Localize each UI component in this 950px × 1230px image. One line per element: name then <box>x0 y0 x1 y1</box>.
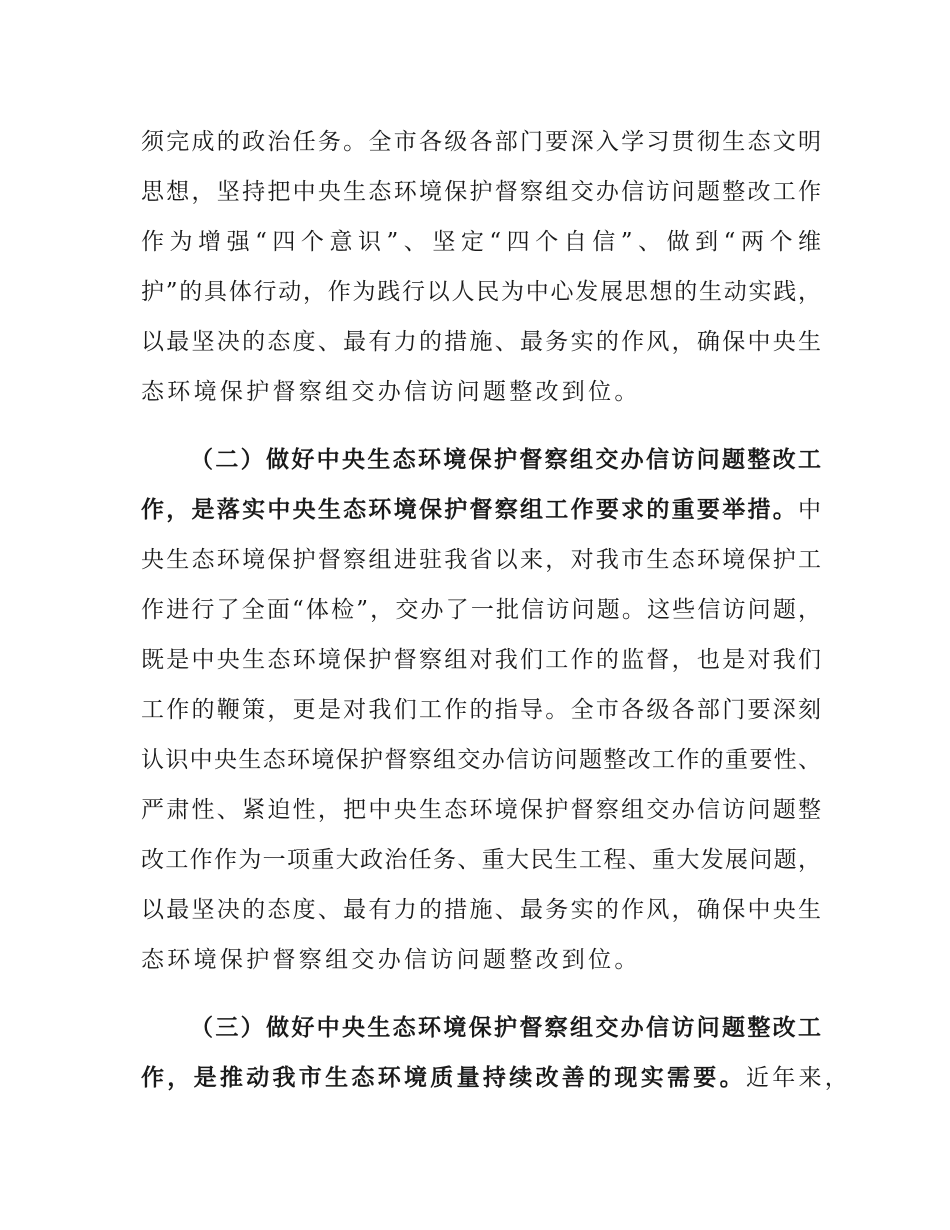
section-heading: （二）做好中央生态环境保护督察组交办信访问题整改工 <box>190 447 821 473</box>
paragraph-line: 须完成的政治任务。全市各级各部门要深入学习贯彻生态文明 <box>141 129 821 155</box>
heading-normal-text: 中 <box>798 497 821 523</box>
paragraph-line: 思想，坚持把中央生态环境保护督察组交办信访问题整改工作 <box>141 179 821 205</box>
paragraph-line: 态环境保护督察组交办信访问题整改到位。 <box>141 947 641 973</box>
paragraph-line: 央生态环境保护督察组进驻我省以来，对我市生态环境保护工 <box>141 547 821 573</box>
paragraph-line: 认识中央生态环境保护督察组交办信访问题整改工作的重要性、 <box>141 747 821 773</box>
heading-normal-text: 近年来， <box>745 1065 852 1091</box>
paragraph-line: 以最坚决的态度、最有力的措施、最务实的作风，确保中央生 <box>141 897 821 923</box>
paragraph-line: 改工作作为一项重大政治任务、重大民生工程、重大发展问题， <box>141 847 821 873</box>
section-heading: （三）做好中央生态环境保护督察组交办信访问题整改工 <box>190 1015 821 1041</box>
paragraph-line: 护”的具体行动，作为践行以人民为中心发展思想的生动实践， <box>141 279 821 305</box>
paragraph-line: 既是中央生态环境保护督察组对我们工作的监督，也是对我们 <box>141 647 821 673</box>
paragraph-line: 工作的鞭策，更是对我们工作的指导。全市各级各部门要深刻 <box>141 697 821 723</box>
paragraph-line: 作为增强“四个意识”、坚定“四个自信”、做到“两个维 <box>141 229 821 255</box>
section-heading-continued <box>141 490 821 530</box>
paragraph-line: 严肃性、紧迫性，把中央生态环境保护督察组交办信访问题整 <box>141 797 821 823</box>
section-heading-continued <box>141 1058 852 1098</box>
paragraph-line: 作进行了全面“体检”，交办了一批信访问题。这些信访问题， <box>141 597 821 623</box>
heading-bold-text: 作，是推动我市生态环境质量持续改善的现实需要。 <box>141 1065 746 1091</box>
heading-bold-text: 作，是落实中央生态环境保护督察组工作要求的重要举措。 <box>141 497 798 523</box>
paragraph-line: 以最坚决的态度、最有力的措施、最务实的作风，确保中央生 <box>141 329 821 355</box>
paragraph-line: 态环境保护督察组交办信访问题整改到位。 <box>141 379 641 405</box>
